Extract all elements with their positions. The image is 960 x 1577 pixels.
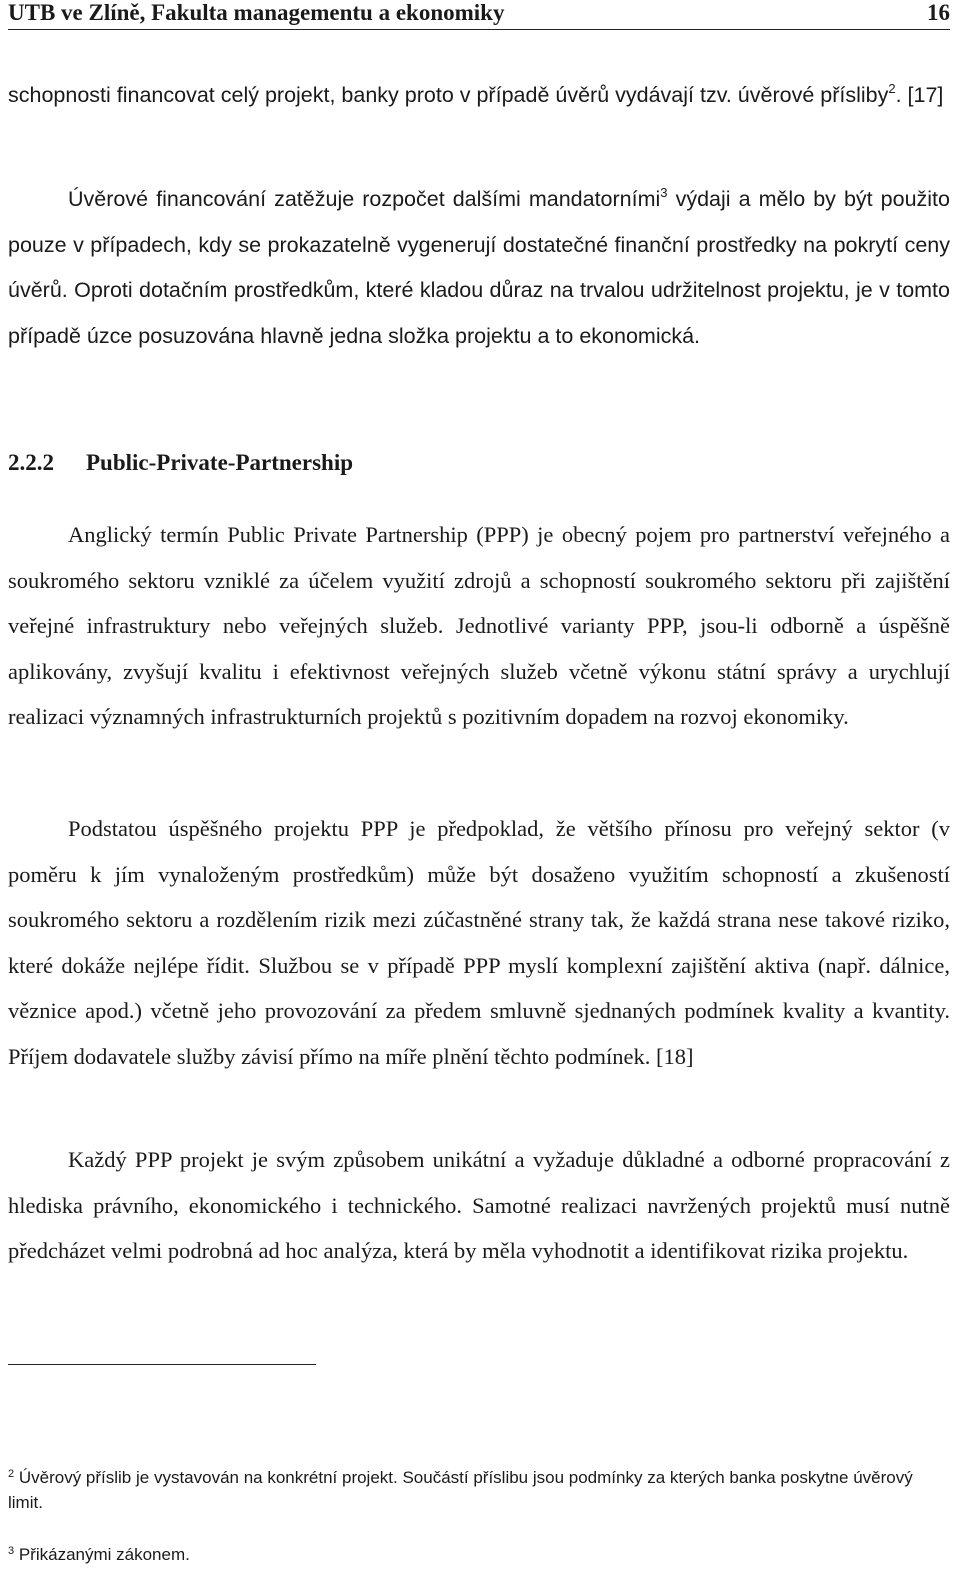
header-title: UTB ve Zlíně, Fakulta managementu a ekonomiky (8, 0, 505, 25)
running-header (8, 0, 950, 30)
footnote-ref-3: 3 (660, 185, 668, 200)
footnote-2: $^2$ Úvěrový příslib je vystavován na konkrétní projekt. Součástí příslibu jsou podmínky za kterých banka poskytne úvěrový limit. (8, 1468, 913, 1512)
paragraph-credit-financing: Úvěrové financování zatěžuje rozpočet dalšími mandatorními$^3$ výdaji a mělo by být použito pouze v případech, kdy se prokazatelně vygenerují dostatečné finanční prostředky na pokrytí ceny úvěrů. Oproti dotačním prostředkům, které kladou důraz na trvalou udržitelnost projektu, je v tomto případě úzce posuzována hlavně jedna složka projektu a to ekonomická. (8, 185, 950, 348)
footnote-ref-2: 2 (888, 81, 896, 96)
section-number: 2.2.2 (8, 450, 54, 475)
section-heading (8, 450, 353, 476)
paragraph-continuation: schopnosti financovat celý projekt, banky proto v případě úvěrů vydávají tzv. úvěrové přísliby$^2$. [17] (8, 81, 944, 107)
footnote-separator (8, 1364, 316, 1365)
paragraph-ppp-definition: Anglický termín Public Private Partnership (PPP) je obecný pojem pro partnerství veřejného a soukromého sektoru vzniklé za účelem využití zdrojů a schopností soukromého sektoru při zajištění veřejné infrastruktury nebo veřejných služeb. Jednotlivé varianty PPP, jsou-li odborně a úspěšně aplikovány, zvyšují kvalitu i efektivnost veřejných služeb včetně výkonu státní správy a urychlují realizaci významných infrastrukturních projektů s pozitivním dopadem na rozvoj ekonomiky. (8, 522, 950, 729)
section-title: Public-Private-Partnership (86, 450, 354, 475)
footnote-3: $^3$ Přikázanými zákonem. (8, 1545, 190, 1564)
paragraph-ppp-essence: Podstatou úspěšného projektu PPP je předpoklad, že většího přínosu pro veřejný sektor (v poměru k jím vynaloženým prostředkům) může být dosaženo využitím schopností a zkušeností soukromého sektoru a rozdělením rizik mezi zúčastněné strany tak, že každá strana nese takové riziko, které dokáže nejlépe řídit. Službou se v případě PPP myslí komplexní zajištění aktiva (např. dálnice, věznice apod.) včetně jeho provozování za předem smluvně sjednaných podmínek kvality a kvantity. Příjem dodavatele služby závisí přímo na míře plnění těchto podmínek. [18] (8, 816, 950, 1069)
page-number: 16 (927, 0, 950, 25)
paragraph-ppp-uniqueness: Každý PPP projekt je svým způsobem unikátní a vyžaduje důkladné a odborné propracování z hlediska právního, ekonomického i technického. Samotné realizaci navržených projektů musí nutně předcházet velmi podrobná ad hoc analýza, která by měla vyhodnotit a identifikovat rizika projektu. (8, 1147, 950, 1263)
